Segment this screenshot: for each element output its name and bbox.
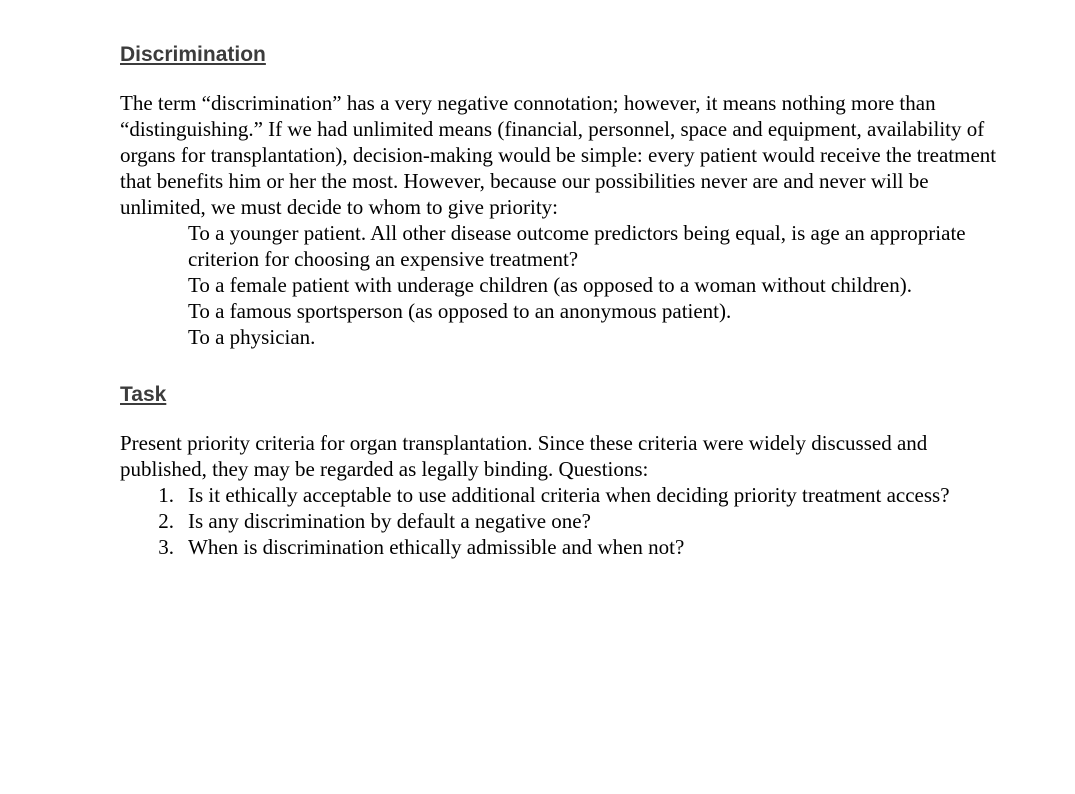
task-paragraph: Present priority criteria for organ transplantation. Since these criteria were widely discussed and published, they may be regarded as legally binding. Questions: <box>120 431 928 481</box>
priority-item-sportsperson: To a famous sportsperson (as opposed to an anonymous patient). <box>188 299 732 323</box>
question-number: 3. <box>158 535 174 559</box>
task-heading: Task <box>120 383 167 406</box>
question-list <box>150 482 970 560</box>
question-text: Is any discrimination by default a negative one? <box>188 509 591 533</box>
question-item <box>150 508 970 534</box>
priority-item-younger-patient: To a younger patient. All other disease outcome predictors being equal, is age an appropriate criterion for choosing an expensive treatment? <box>188 221 966 271</box>
priority-list <box>188 220 988 350</box>
priority-item-female-patient: To a female patient with underage children (as opposed to a woman without children). <box>188 273 912 297</box>
question-number: 1. <box>158 483 174 507</box>
question-item <box>150 482 970 508</box>
discrimination-heading: Discrimination <box>120 43 266 66</box>
priority-item-physician: To a physician. <box>188 325 316 349</box>
question-number: 2. <box>158 509 174 533</box>
question-item <box>150 534 970 560</box>
question-text: Is it ethically acceptable to use additional criteria when deciding priority treatment access? <box>188 483 950 507</box>
question-text: When is discrimination ethically admissible and when not? <box>188 535 685 559</box>
discrimination-paragraph: The term “discrimination” has a very negative connotation; however, it means nothing more than “distinguishing.” If we had unlimited means (financial, personnel, space and equipment, availability of organs for transplantation), decision-making would be simple: every patient would receive the treatment that benefits him or her the most. However, because our possibilities never are and never will be unlimited, we must decide to whom to give priority: <box>120 91 997 219</box>
